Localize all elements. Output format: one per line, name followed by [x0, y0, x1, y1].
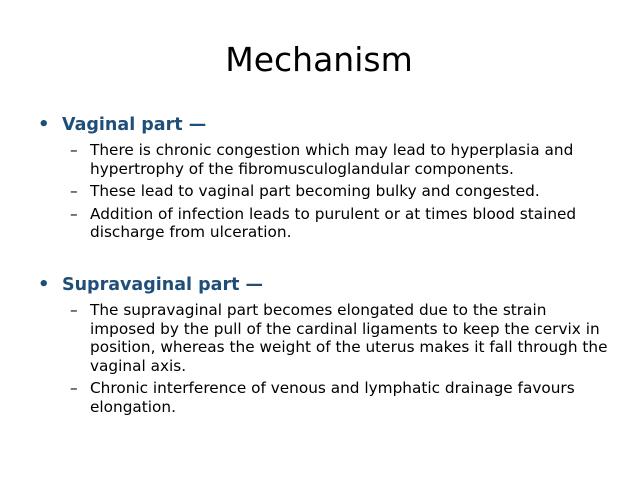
slide-title: Mechanism — [225, 40, 413, 79]
list-item-text: These lead to vaginal part becoming bulky and congested. — [90, 182, 540, 200]
sub-bullet-list — [38, 141, 608, 242]
section-vaginal-part — [38, 113, 608, 246]
section-heading — [38, 273, 608, 297]
list-item-text: The supravaginal part becomes elongated due to the strain imposed by the pull of the cardinal ligaments to keep the cervix in position, whereas the weight of the uterus makes it fall through the vaginal axis. — [90, 301, 608, 375]
sub-bullet-list — [38, 301, 608, 416]
list-item-text: There is chronic congestion which may lead to hyperplasia and hypertrophy of the fibromusculoglandular components. — [90, 141, 574, 178]
list-item — [38, 301, 608, 375]
dash-icon: – — [70, 182, 78, 200]
heading-text: Supravaginal part — — [62, 275, 264, 295]
list-item-text: Chronic interference of venous and lymphatic drainage favours elongation. — [90, 379, 575, 416]
list-item — [38, 182, 608, 201]
bullet-icon: • — [38, 274, 50, 295]
list-item-text: Addition of infection leads to purulent or at times blood stained discharge from ulceration. — [90, 204, 577, 241]
section-supravaginal-part — [38, 273, 608, 420]
heading-text: Vaginal part — — [62, 115, 207, 135]
dash-icon: – — [70, 379, 78, 397]
list-item — [38, 205, 608, 242]
section-heading — [38, 113, 608, 137]
dash-icon: – — [70, 204, 78, 223]
list-item — [38, 379, 608, 416]
list-item — [38, 141, 608, 178]
dash-icon: – — [70, 141, 78, 159]
dash-icon: – — [70, 301, 78, 319]
bullet-icon: • — [38, 114, 50, 135]
